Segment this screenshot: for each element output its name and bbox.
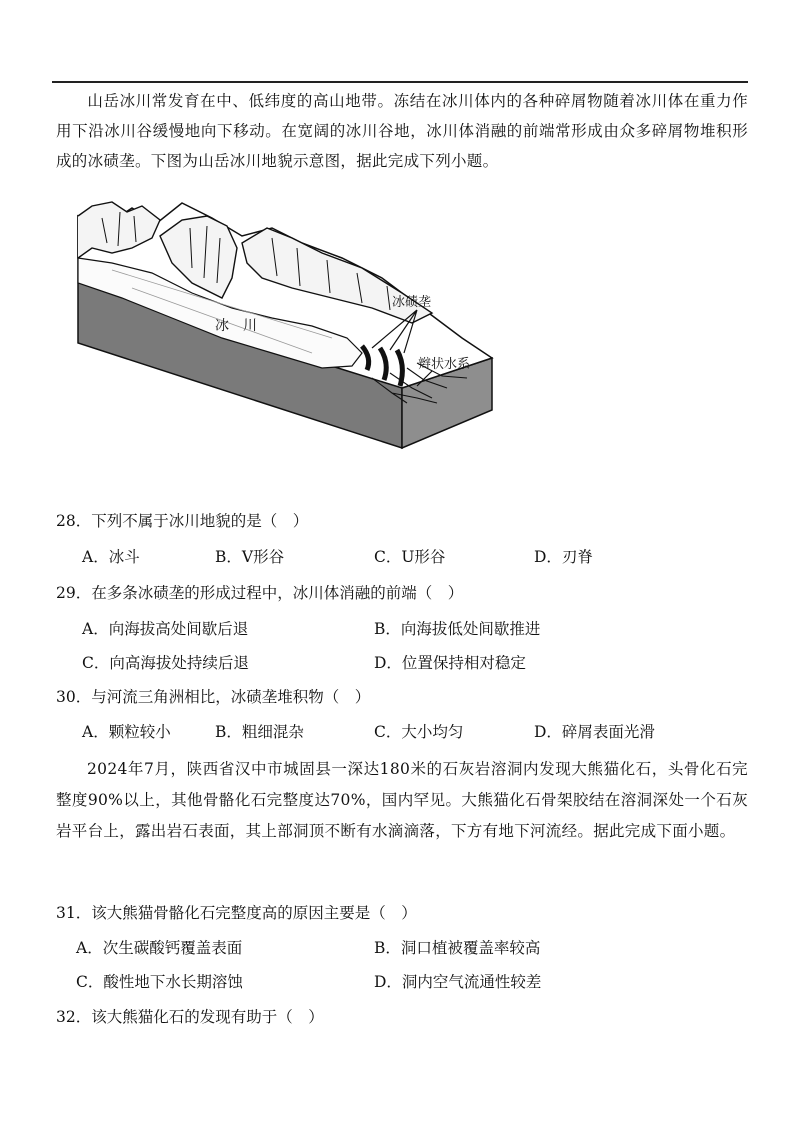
intro-paragraph-glacier bbox=[56, 86, 748, 176]
intro-text: 山岳冰川常发育在中、低纬度的高山地带。冻结在冰川体内的各种碎屑物随着冰川体在重力作用下沿冰川谷缓慢地向下移动。在宽阔的冰川谷地，冰川体消融的前端常形成由众多碎屑物堆积形成的冰碛垄。下图为山岳冰川地貌示意图，据此完成下列小题。 bbox=[56, 92, 748, 170]
q29-option-d[interactable]: D．位置保持相对稳定 bbox=[374, 654, 526, 672]
q30-option-c[interactable]: C．大小均匀 bbox=[374, 723, 464, 741]
header-rule bbox=[52, 81, 748, 83]
q28-option-a[interactable]: A．冰斗 bbox=[82, 548, 140, 566]
q31-option-d[interactable]: D．洞内空气流通性较差 bbox=[374, 973, 542, 991]
q30-stem: 30．与河流三角洲相比，冰碛垄堆积物（ ） bbox=[56, 688, 371, 706]
q28-option-b[interactable]: B．V形谷 bbox=[215, 548, 285, 566]
intro-paragraph-panda bbox=[56, 754, 748, 847]
q30-option-d[interactable]: D．碎屑表面光滑 bbox=[534, 723, 655, 741]
q28-option-d[interactable]: D．刃脊 bbox=[534, 548, 593, 566]
q29-option-c[interactable]: C．向高海拔处持续后退 bbox=[82, 654, 249, 672]
q29-option-b[interactable]: B．向海拔低处间歇推进 bbox=[374, 620, 541, 638]
q29-option-a[interactable]: A．向海拔高处间歇后退 bbox=[82, 620, 249, 638]
q31-option-b[interactable]: B．洞口植被覆盖率较高 bbox=[374, 939, 541, 957]
q29-stem: 29．在多条冰碛垄的形成过程中，冰川体消融的前端（ ） bbox=[56, 584, 464, 602]
q28-stem: 28．下列不属于冰川地貌的是（ ） bbox=[56, 512, 309, 530]
q30-option-b[interactable]: B．粗细混杂 bbox=[215, 723, 304, 741]
q32-stem: 32．该大熊猫化石的发现有助于（ ） bbox=[56, 1008, 324, 1026]
q28-option-c[interactable]: C．U形谷 bbox=[374, 548, 446, 566]
intro-text-panda: 2024年7月，陕西省汉中市城固县一深达180米的石灰岩溶洞内发现大熊猫化石，头骨化石完整度90%以上，其他骨骼化石完整度达70%，国内罕见。大熊猫化石骨架胶结在溶洞深处一个石灰岩平台上，露出岩石表面，其上部洞顶不断有水滴滴落，下方有地下河流经。据此完成下面小题。 bbox=[56, 760, 748, 840]
moraine-label: 冰碛垄 bbox=[392, 295, 432, 310]
q30-option-a[interactable]: A．颗粒较小 bbox=[82, 723, 171, 741]
q31-stem: 31．该大熊猫骨骼化石完整度高的原因主要是（ ） bbox=[56, 904, 417, 922]
braided-stream-label: 辫状水系 bbox=[418, 357, 471, 372]
q31-option-a[interactable]: A．次生碳酸钙覆盖表面 bbox=[76, 939, 243, 957]
glacier-label: 冰 川 bbox=[215, 318, 257, 334]
q31-option-c[interactable]: C．酸性地下水长期溶蚀 bbox=[76, 973, 243, 991]
glacier-landform-diagram bbox=[72, 198, 502, 453]
